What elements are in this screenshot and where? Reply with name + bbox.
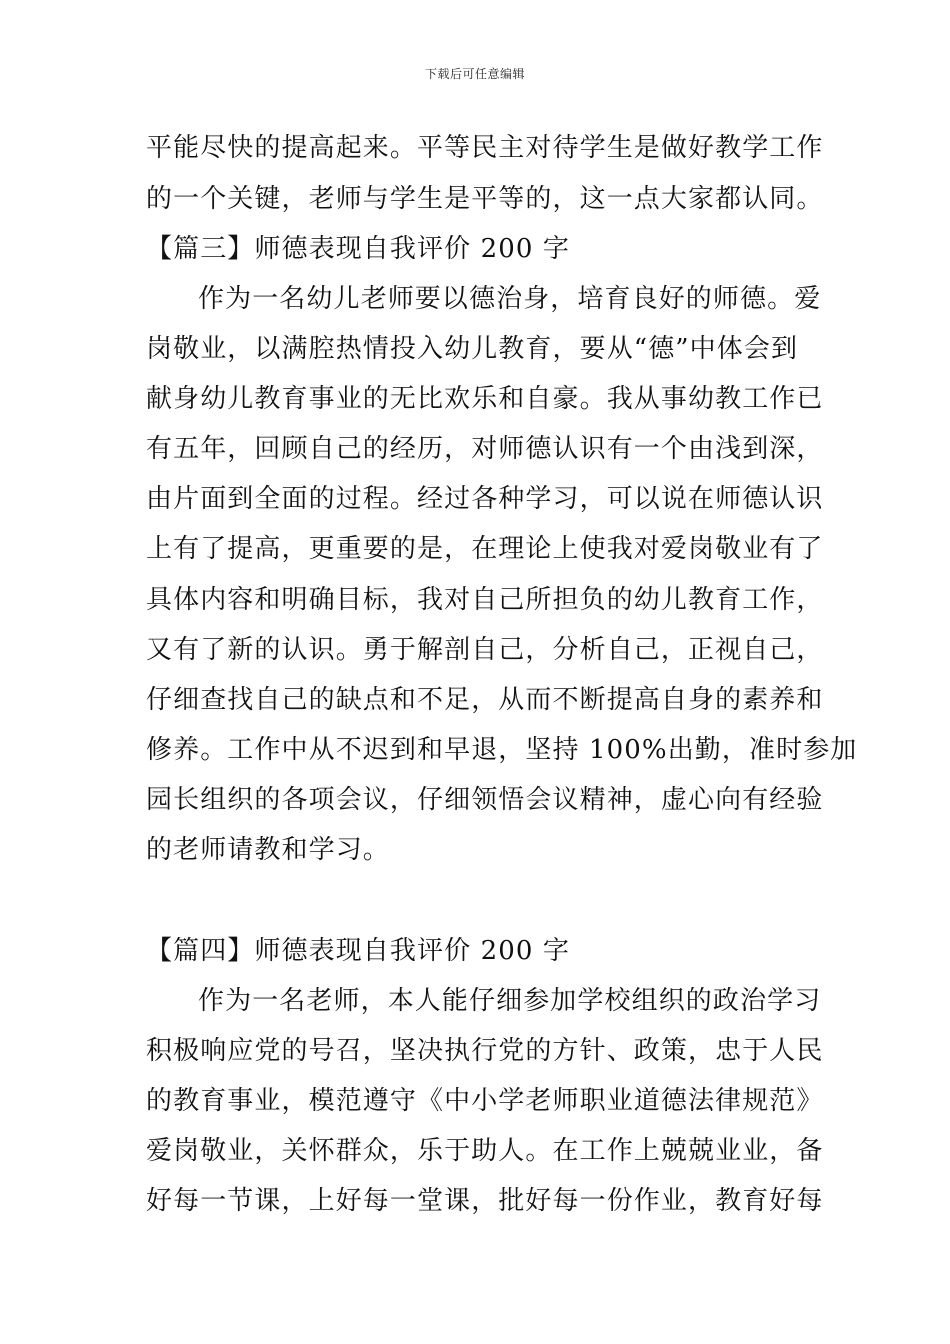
- text-line: 修养。工作中从不迟到和早退，坚持 100%出勤，准时参加: [146, 735, 858, 765]
- text-line: 的老师请教和学习。: [146, 835, 390, 865]
- text-line: 由片面到全面的过程。经过各种学习，可以说在师德认识: [146, 484, 824, 514]
- text-line: 园长组织的各项会议，仔细领悟会议精神，虚心向有经验: [146, 785, 824, 815]
- text-line: 有五年，回顾自己的经历，对师德认识有一个由浅到深，: [146, 434, 824, 464]
- text-line: 积极响应党的号召，坚决执行党的方针、政策，忠于人民: [146, 1036, 824, 1066]
- section-heading-part-4: 【篇四】师德表现自我评价 200 字: [146, 936, 570, 966]
- paragraph-start-line: 作为一名老师，本人能仔细参加学校组织的政治学习: [198, 986, 822, 1016]
- text-line: 平能尽快的提高起来。平等民主对待学生是做好教学工作: [146, 133, 824, 163]
- section-heading-part-3: 【篇三】师德表现自我评价 200 字: [146, 234, 570, 264]
- paragraph-start-line: 作为一名幼儿老师要以德治身，培育良好的师德。爱: [198, 284, 822, 314]
- text-line: 岗敬业，以满腔热情投入幼儿教育，要从“德”中体会到: [146, 334, 799, 364]
- text-line: 具体内容和明确目标，我对自己所担负的幼儿教育工作，: [146, 585, 824, 615]
- text-line: 献身幼儿教育事业的无比欢乐和自豪。我从事幼教工作已: [146, 384, 824, 414]
- text-line: 上有了提高，更重要的是，在理论上使我对爱岗敬业有了: [146, 534, 824, 564]
- text-line: 的教育事业，模范遵守《中小学老师职业道德法律规范》: [146, 1086, 824, 1116]
- text-line: 好每一节课，上好每一堂课，批好每一份作业，教育好每: [146, 1186, 824, 1216]
- text-line: 爱岗敬业，关怀群众，乐于助人。在工作上兢兢业业，备: [146, 1136, 824, 1166]
- text-line: 仔细查找自己的缺点和不足，从而不断提高自身的素养和: [146, 685, 824, 715]
- text-line: 的一个关键，老师与学生是平等的，这一点大家都认同。: [146, 184, 824, 214]
- text-line: 又有了新的认识。勇于解剖自己，分析自己，正视自己，: [146, 635, 824, 665]
- page-header-note: 下载后可任意编辑: [424, 67, 525, 81]
